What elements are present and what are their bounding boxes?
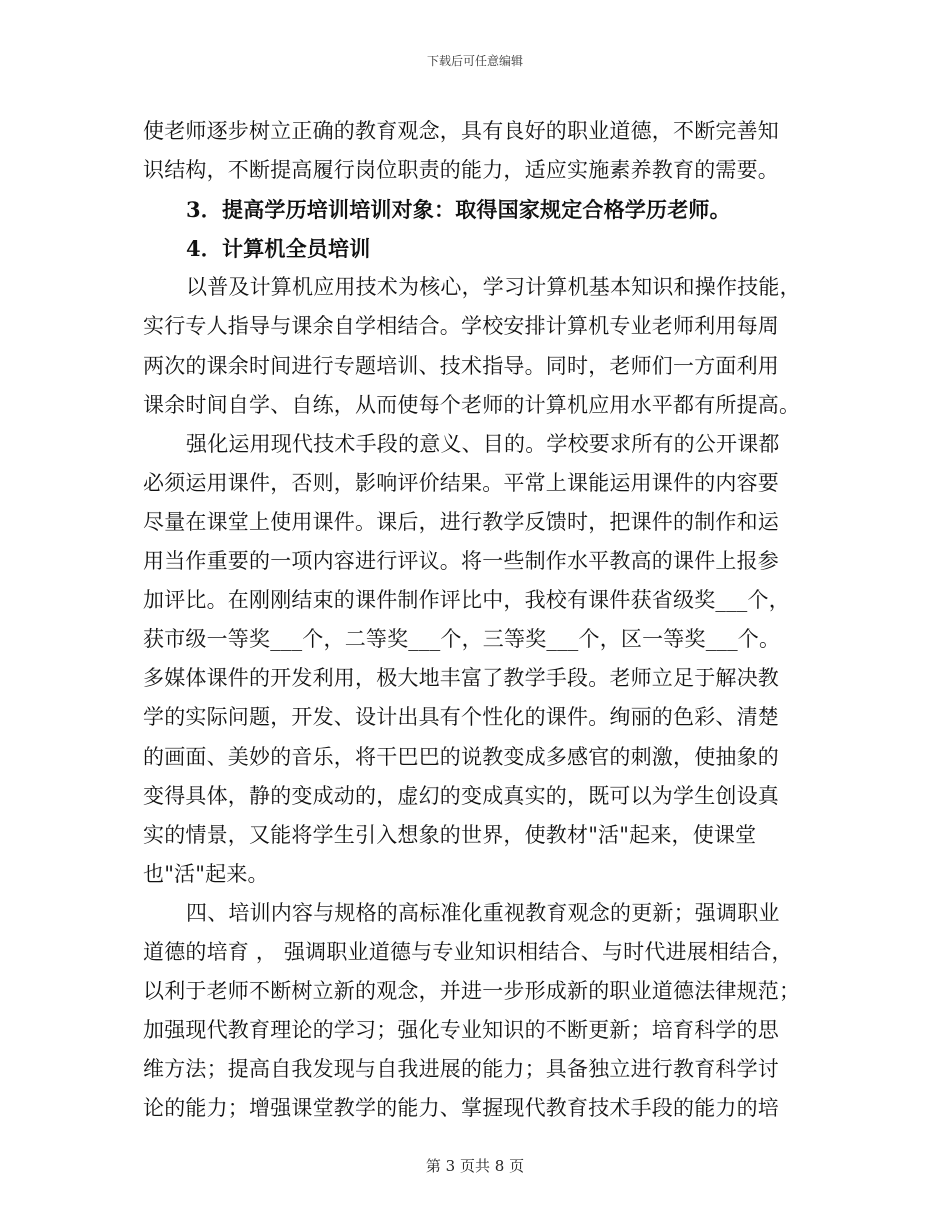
- page-footer: 第 3 页共 8 页: [425, 1157, 525, 1175]
- text-line: 也"活"起来。: [143, 861, 269, 886]
- text-line: 使老师逐步树立正确的教育观念，具有良好的职业道德，不断完善知: [143, 119, 779, 143]
- text-line: 论的能力；增强课堂教学的能力、掌握现代教育技术手段的能力的培: [143, 1096, 779, 1121]
- text-line: 以利于老师不断树立新的观念，并进一步形成新的职业道德法律规范；: [143, 979, 801, 1004]
- text-line: 强化运用现代技术手段的意义、目的。学校要求所有的公开课都: [186, 431, 780, 456]
- text-line: 用当作重要的一项内容进行评议。将一些制作水平教高的课件上报参: [143, 549, 779, 574]
- text-line: 实行专人指导与课余自学相结合。学校安排计算机专业老师利用每周: [143, 314, 779, 339]
- text-line: 获市级一等奖___个，二等奖___个，三等奖___个，区一等奖___个。: [143, 627, 781, 652]
- text-line: 道德的培育 ， 强调职业道德与专业知识相结合、与时代进展相结合，: [143, 939, 793, 964]
- text-line: 以普及计算机应用技术为核心，学习计算机基本知识和操作技能，: [186, 275, 801, 300]
- text-line: 的画面、美妙的音乐，将干巴巴的说教变成多感官的刺激，使抽象的: [143, 744, 779, 769]
- text-line: 四、培训内容与规格的高标准化重视教育观念的更新；强调职业: [186, 900, 780, 925]
- text-line: 尽量在课堂上使用课件。课后，进行教学反馈时，把课件的制作和运: [143, 509, 779, 534]
- text-line: 加强现代教育理论的学习；强化专业知识的不断更新；培育科学的思: [143, 1018, 779, 1043]
- document-body: [143, 112, 815, 1128]
- text-line: 必须运用课件，否则，影响评价结果。平常上课能运用课件的内容要: [143, 470, 779, 495]
- text-line: 3．提高学历培训培训对象：取得国家规定合格学历老师。: [186, 197, 731, 223]
- text-line: 维方法；提高自我发现与自我进展的能力；具备独立进行教育科学讨: [143, 1057, 779, 1082]
- text-line: 多媒体课件的开发利用，极大地丰富了教学手段。老师立足于解决教: [143, 666, 779, 691]
- text-line: 学的实际问题，开发、设计出具有个性化的课件。绚丽的色彩、清楚: [143, 705, 779, 730]
- text-line: 加评比。在刚刚结束的课件制作评比中，我校有课件获省级奖___个，: [143, 588, 790, 613]
- text-line: 识结构，不断提高履行岗位职责的能力，适应实施素养教育的需要。: [143, 158, 779, 183]
- text-line: 变得具体，静的变成动的，虚幻的变成真实的，既可以为学生创设真: [143, 783, 779, 808]
- page-header: 下载后可任意编辑: [426, 54, 523, 68]
- text-line: 课余时间自学、自练，从而使每个老师的计算机应用水平都有所提高。: [143, 392, 801, 417]
- text-line: 两次的课余时间进行专题培训、技术指导。同时，老师们一方面利用: [143, 353, 779, 378]
- text-line: 4．计算机全员培训: [186, 236, 371, 262]
- text-line: 实的情景，又能将学生引入想象的世界，使教材"活"起来，使课堂: [143, 822, 757, 847]
